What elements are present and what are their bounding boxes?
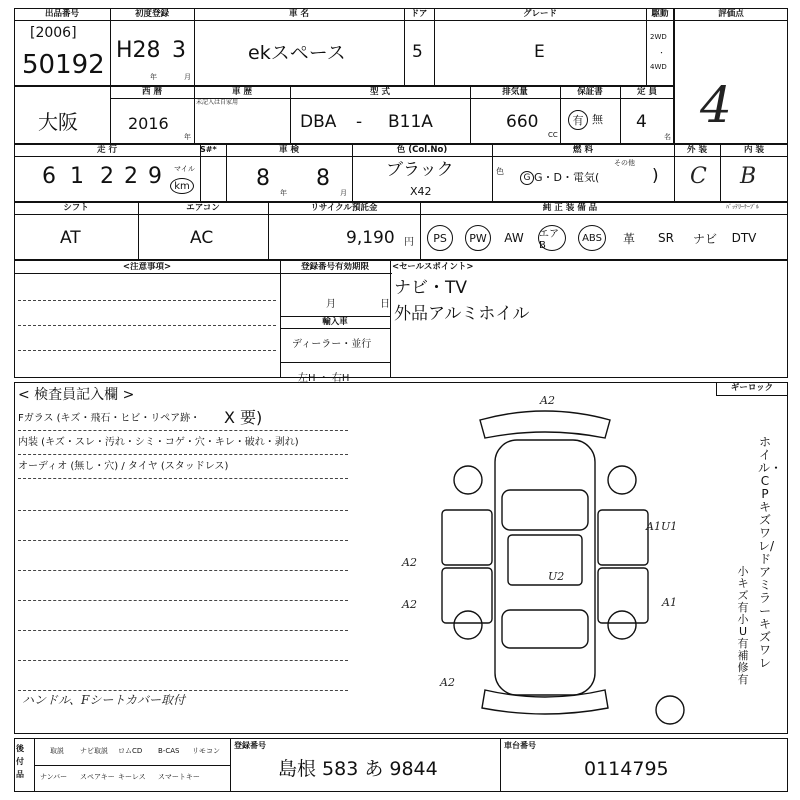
glass-mark: X 要) xyxy=(224,408,263,427)
shift-header: シフト xyxy=(63,203,89,213)
first-reg-header: 初度登録 xyxy=(134,9,169,19)
history-header: 車 歴 xyxy=(232,87,252,97)
color-no-label: 色 xyxy=(496,167,504,176)
roof-shape xyxy=(508,535,582,585)
div4-v2 xyxy=(268,202,269,260)
right-vertical-2: 小キズ有 小U有 補修有 xyxy=(737,565,749,686)
recycle-header: リサイクル預託金 xyxy=(310,203,378,213)
car-diagram xyxy=(380,390,710,730)
history-note: 未記入は自家用 xyxy=(196,99,239,106)
first-reg-year-suffix: 年 xyxy=(150,73,157,81)
mark-left-1: A2 xyxy=(402,556,417,569)
retro-item-4: B-CAS xyxy=(158,747,180,755)
smark-header: S#* xyxy=(200,145,217,154)
retro-item-5: リモコン xyxy=(192,747,220,755)
bottom-div-2 xyxy=(230,738,231,792)
inspector-dash-3 xyxy=(18,478,348,479)
fuel-other-label: その他 xyxy=(614,159,635,167)
fuel-close: ) xyxy=(652,166,659,186)
rear-bumper-shape xyxy=(482,690,608,714)
grade-value: E xyxy=(534,42,545,62)
mark-left-2: A2 xyxy=(402,598,417,611)
year-suffix: 年 xyxy=(184,133,191,141)
door-right-rear xyxy=(598,568,648,623)
sales-points-header: <セールスポイント> xyxy=(392,262,474,272)
inspector-line-1: Fガラス (キズ・飛石・ヒビ・リペア跡・ xyxy=(18,413,201,424)
door-left-rear xyxy=(442,568,492,623)
shaken-year-suffix: 年 xyxy=(280,189,287,197)
rear-window-shape xyxy=(502,610,588,648)
div2-v1 xyxy=(110,86,111,144)
model-name-header: 車 名 xyxy=(289,9,309,19)
fuel-options: G・D・電気( xyxy=(534,171,600,184)
equip-leather xyxy=(612,224,646,252)
equip-ps-circle xyxy=(427,225,453,251)
first-reg-month-suffix: 月 xyxy=(184,73,191,81)
model-name: ekスペース xyxy=(248,42,346,64)
equip-abs xyxy=(574,224,610,252)
inspector-dash-6 xyxy=(18,570,348,571)
recycle-yen: 円 xyxy=(404,237,414,248)
div2-v4 xyxy=(470,86,471,144)
equip-navi-label: ナビ xyxy=(692,231,717,246)
capacity-value: 4 xyxy=(636,112,647,132)
row5-header-line xyxy=(14,273,392,274)
chassis-value: 0114795 xyxy=(584,758,669,780)
shaken-month: 8 xyxy=(316,166,330,191)
div2-v3 xyxy=(290,86,291,144)
aircon-header: エアコン xyxy=(186,203,220,213)
equip-pw-label: PW xyxy=(469,231,487,245)
warranty-yes: 有 xyxy=(572,114,584,127)
equip-aw xyxy=(498,224,530,252)
registration-value: 島根 583 あ 9844 xyxy=(278,758,438,780)
mark-right-1: A1U1 xyxy=(646,520,678,533)
div2-v6 xyxy=(620,86,621,144)
auction-year: [2006] xyxy=(30,25,77,41)
displacement-header: 排気量 xyxy=(502,87,528,97)
inspector-dash-9 xyxy=(18,660,348,661)
auction-number: 50192 xyxy=(22,50,105,80)
model-prefix: DBA xyxy=(300,112,337,132)
mileage-digit-4: 2 xyxy=(124,164,138,189)
caution-line-3 xyxy=(18,350,276,351)
div3-v1 xyxy=(200,144,201,202)
drive-dot: ・ xyxy=(658,49,665,57)
fuel-header: 燃 料 xyxy=(573,145,593,155)
auction-no-header: 出品番号 xyxy=(44,9,79,19)
div-v4 xyxy=(434,8,435,86)
sales-point-2: 外品アルミホイル xyxy=(394,304,530,324)
wheel-fl xyxy=(454,466,482,494)
interior-grade: B xyxy=(740,164,757,189)
equip-ps xyxy=(422,224,458,252)
key-lock-label: ギーロック xyxy=(730,383,774,393)
inspector-dash-1 xyxy=(18,430,348,431)
retro-item-3: ロムCD xyxy=(118,747,143,755)
mark-rear-left: A2 xyxy=(440,676,455,689)
inspector-dash-5 xyxy=(18,540,348,541)
row3-header-line xyxy=(14,156,788,157)
bottom-hline xyxy=(34,765,230,766)
region: 大阪 xyxy=(38,110,78,134)
equip-abs-label: ABS xyxy=(582,232,602,244)
input-car-line xyxy=(280,328,390,329)
model-code: B11A xyxy=(388,112,433,132)
drive-4wd: 4WD xyxy=(650,63,667,71)
model-code-header: 型 式 xyxy=(370,87,390,97)
equip-dtv xyxy=(724,224,764,252)
handle-label: 左H ・ 右H xyxy=(298,373,350,384)
inspector-dash-7 xyxy=(18,600,348,601)
grade-header: グレード xyxy=(522,9,557,19)
div3-v4 xyxy=(492,144,493,202)
reg-date-header: 登録番号有効期限 xyxy=(300,262,369,272)
row4-header-line xyxy=(14,214,788,215)
equip-pw-circle xyxy=(465,225,491,251)
windshield-shape xyxy=(502,490,588,530)
bottom-div-3 xyxy=(500,738,501,792)
equipment-header: 純 正 装 備 品 xyxy=(542,203,598,213)
warranty-header: 保証書 xyxy=(577,87,603,97)
km-circle xyxy=(170,178,194,194)
wheel-fr xyxy=(608,466,636,494)
chassis-label: 車台番号 xyxy=(504,741,536,750)
mile-label: マイル xyxy=(174,165,195,173)
first-reg-month: 3 xyxy=(172,38,186,63)
shaken-month-suffix: 月 xyxy=(340,189,347,197)
recycle-value: 9,190 xyxy=(346,228,395,248)
div3-v6 xyxy=(720,144,721,202)
right-vertical-1: ホイル・CPキズ ワレ/ドアミラーキズ ワレ xyxy=(758,435,783,670)
div2-v2 xyxy=(194,86,195,144)
equip-sr-label: SR xyxy=(658,231,674,245)
displacement-value: 660 xyxy=(506,112,539,132)
input-car-header: 輸入車 xyxy=(322,317,348,327)
inspector-dash-4 xyxy=(18,510,348,511)
equip-aw-label: AW xyxy=(504,231,524,245)
spare-tire xyxy=(656,696,684,724)
div3-v2 xyxy=(226,144,227,202)
mark-roof: U2 xyxy=(548,570,565,583)
reg-date-month: 月 xyxy=(326,299,336,310)
front-bumper-shape xyxy=(480,411,610,438)
equip-leather-label: 革 xyxy=(622,231,635,246)
mileage-digit-1: 6 xyxy=(42,164,56,189)
div-v2 xyxy=(194,8,195,86)
color-header: 色 (Col.No) xyxy=(396,145,448,155)
inspector-dash-8 xyxy=(18,630,348,631)
shaken-year: 8 xyxy=(256,166,270,191)
retro-item-7: スペアキー xyxy=(80,773,115,781)
mileage-header: 走 行 xyxy=(97,145,117,155)
cc-suffix: CC xyxy=(548,131,558,139)
rating-header: 評価点 xyxy=(718,9,744,19)
cautions-header: <注意事項> xyxy=(122,262,172,272)
door-right-front xyxy=(598,510,648,565)
div5-v2 xyxy=(390,260,391,378)
aircon-value: AC xyxy=(190,228,214,248)
div3-v5 xyxy=(674,144,675,202)
fuel-g: G xyxy=(523,173,531,183)
color-code: X42 xyxy=(410,185,432,198)
div-v1 xyxy=(110,8,111,86)
drive-header: 駆動 xyxy=(651,9,669,19)
shift-value: AT xyxy=(60,228,81,248)
color-name: ブラック xyxy=(386,160,454,180)
year-value: 2016 xyxy=(128,114,169,133)
capacity-header: 定 員 xyxy=(637,87,657,97)
rating-value: 4 xyxy=(700,76,732,134)
inspector-dash-10 xyxy=(18,690,348,691)
row1-header-line xyxy=(14,20,788,21)
door-left-front xyxy=(442,510,492,565)
dealer-label: ディーラー・並行 xyxy=(292,339,372,350)
equip-airbag-circle xyxy=(538,225,566,251)
capacity-suffix: 名 xyxy=(664,133,671,141)
equip-abs-circle xyxy=(578,225,606,251)
exterior-grade: C xyxy=(690,164,707,189)
inspector-header: < 検査員記入欄 > xyxy=(18,387,135,403)
handwritten-note: ハンドル、Fシートカバー取付 xyxy=(22,693,186,707)
km-label: km xyxy=(174,180,190,192)
div-v5 xyxy=(646,8,647,86)
equip-pw xyxy=(460,224,496,252)
div4-v3 xyxy=(420,202,421,260)
mark-right-2: A1 xyxy=(662,596,677,609)
doors-header: ドア xyxy=(410,9,428,19)
equip-sr xyxy=(648,224,684,252)
model-dash: - xyxy=(356,112,363,132)
caution-line-1 xyxy=(18,300,276,301)
car-body-outline xyxy=(495,440,595,695)
wheel-rr xyxy=(608,611,636,639)
inspector-line-3: オーディオ (無し・穴) / タイヤ (スタッドレス) xyxy=(18,461,229,472)
mileage-digit-5: 9 xyxy=(148,164,162,189)
drive-2wd: 2WD xyxy=(650,33,667,41)
reg-date-day: 日 xyxy=(380,299,390,310)
warranty-no: 無 xyxy=(592,113,603,126)
shaken-header: 車 検 xyxy=(279,145,299,155)
div2-v5 xyxy=(560,86,561,144)
retro-item-6: ナンバー xyxy=(40,773,68,781)
equip-navi xyxy=(688,224,722,252)
equip-dtv-label: DTV xyxy=(731,231,757,245)
registration-label: 登録番号 xyxy=(234,741,266,750)
first-reg-era: H28 xyxy=(116,38,161,63)
div4-v1 xyxy=(138,202,139,260)
caution-line-2 xyxy=(18,325,276,326)
mark-front: A2 xyxy=(540,394,555,407)
retro-item-2: ナビ取説 xyxy=(80,747,108,755)
retro-label: 後 付 品 xyxy=(16,744,24,779)
inspector-dash-2 xyxy=(18,454,348,455)
equip-airbag-label: エアB xyxy=(539,229,559,251)
div-v3 xyxy=(404,8,405,86)
div3-v3 xyxy=(352,144,353,202)
exterior-header: 外 装 xyxy=(687,145,707,155)
warranty-yes-circle xyxy=(568,110,588,130)
retrofit-header: ﾊﾞｯﾃﾘｰｹｰﾌﾞﾙ xyxy=(726,204,760,211)
equip-ps-label: PS xyxy=(433,231,447,245)
interior-header: 内 装 xyxy=(744,145,764,155)
equip-airbag xyxy=(532,224,572,252)
retro-item-9: スマートキー xyxy=(158,773,200,781)
inspector-line-2: 内装 (キズ・スレ・汚れ・シミ・コゲ・穴・キレ・破れ・剥れ) xyxy=(18,437,299,448)
handle-line xyxy=(280,362,390,363)
era-header: 西 暦 xyxy=(142,87,162,97)
sales-point-1: ナビ・TV xyxy=(394,278,468,298)
wheel-rl xyxy=(454,611,482,639)
mileage-digit-3: 2 xyxy=(100,164,114,189)
retro-item-8: キーレス xyxy=(118,773,146,781)
retro-item-1: 取説 xyxy=(50,747,64,755)
doors-value: 5 xyxy=(412,42,423,62)
mileage-digit-2: 1 xyxy=(70,164,84,189)
